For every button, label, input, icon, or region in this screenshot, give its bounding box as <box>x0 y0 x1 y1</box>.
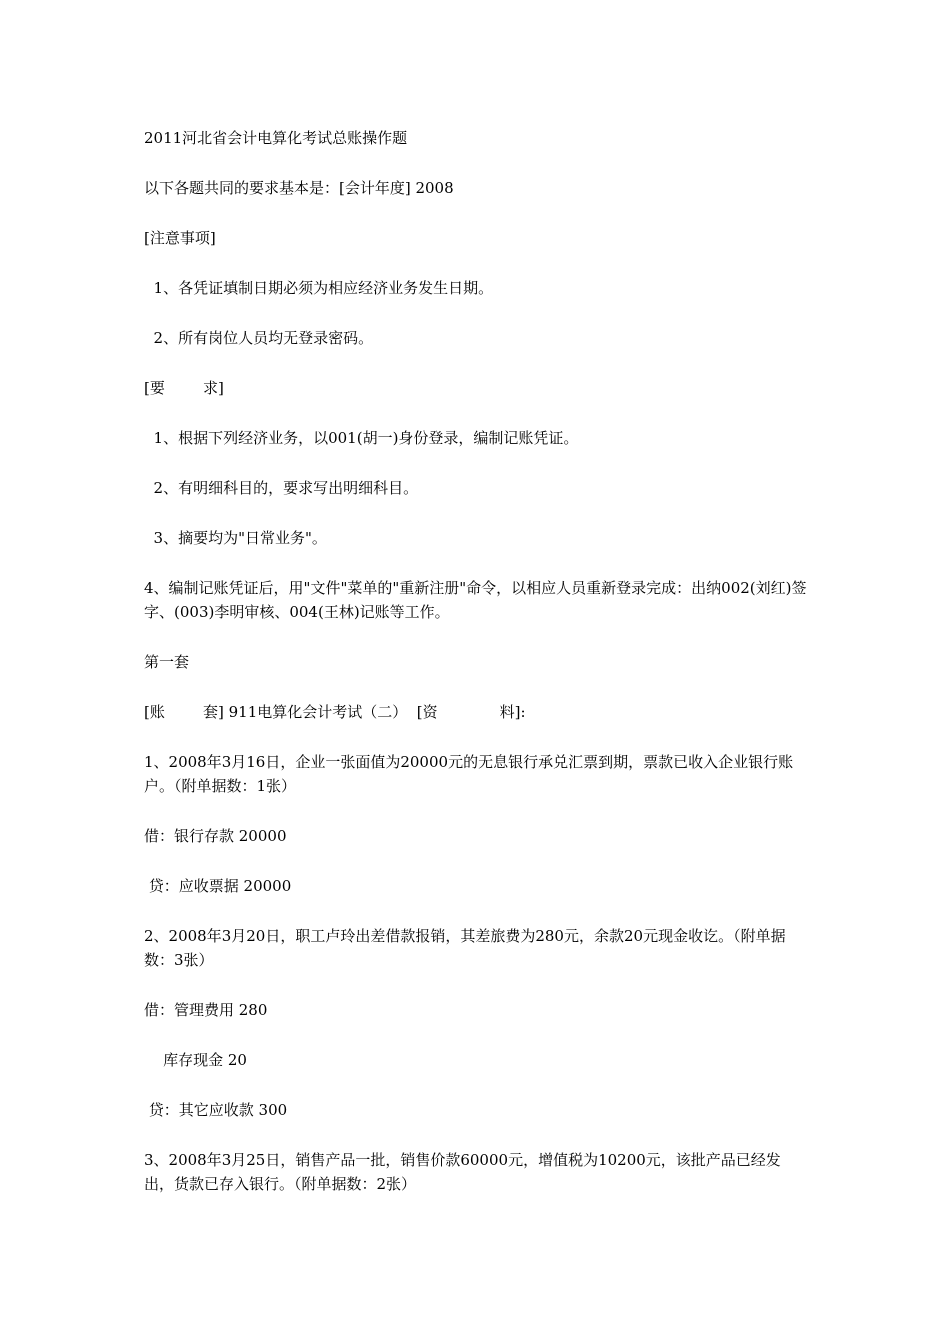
notes-heading: [注意事项] <box>144 229 216 247</box>
requirement-item: 1、根据下列经济业务，以001(胡一)身份登录，编制记账凭证。 <box>144 429 579 447</box>
requirements-heading: [要 求] <box>144 379 224 397</box>
document-page <box>144 0 810 1344</box>
transaction-description: 3、2008年3月25日，销售产品一批，销售价款60000元，增值税为10200元，该批产品已经发出，货款已存入银行。（附单据数：2张） <box>144 1151 781 1193</box>
transaction-debit: 借：银行存款 20000 <box>144 827 287 845</box>
transaction-debit: 借：管理费用 280 <box>144 1001 268 1019</box>
note-item: 2、所有岗位人员均无登录密码。 <box>144 329 374 347</box>
transaction-description: 1、2008年3月16日，企业一张面值为20000元的无息银行承兑汇票到期，票款已收入企业银行账户。（附单据数：1张） <box>144 753 794 795</box>
note-item: 1、各凭证填制日期必须为相应经济业务发生日期。 <box>144 279 494 297</box>
document-title: 2011河北省会计电算化考试总账操作题 <box>144 129 408 147</box>
requirement-item: 4、编制记账凭证后，用"文件"菜单的"重新注册"命令，以相应人员重新登录完成：出纳002(刘红)签字、(003)李明审核、004(王林)记账等工作。 <box>144 579 807 621</box>
transaction-credit: 贷：应收票据 20000 <box>144 877 292 895</box>
requirement-item: 3、摘要均为"日常业务"。 <box>144 529 327 547</box>
requirement-item: 2、有明细科目的，要求写出明细科目。 <box>144 479 419 497</box>
transaction-description: 2、2008年3月20日，职工卢玲出差借款报销，其差旅费为280元，余款20元现金收讫。（附单据数：3张） <box>144 927 786 969</box>
intro-text: 以下各题共同的要求基本是：[会计年度] 2008 <box>144 179 454 197</box>
set-info: [账 套] 911电算化会计考试（二） [资 料]: <box>144 703 526 721</box>
set-heading: 第一套 <box>144 653 190 671</box>
transaction-debit: 库存现金 20 <box>144 1051 247 1069</box>
transaction-credit: 贷：其它应收款 300 <box>144 1101 288 1119</box>
